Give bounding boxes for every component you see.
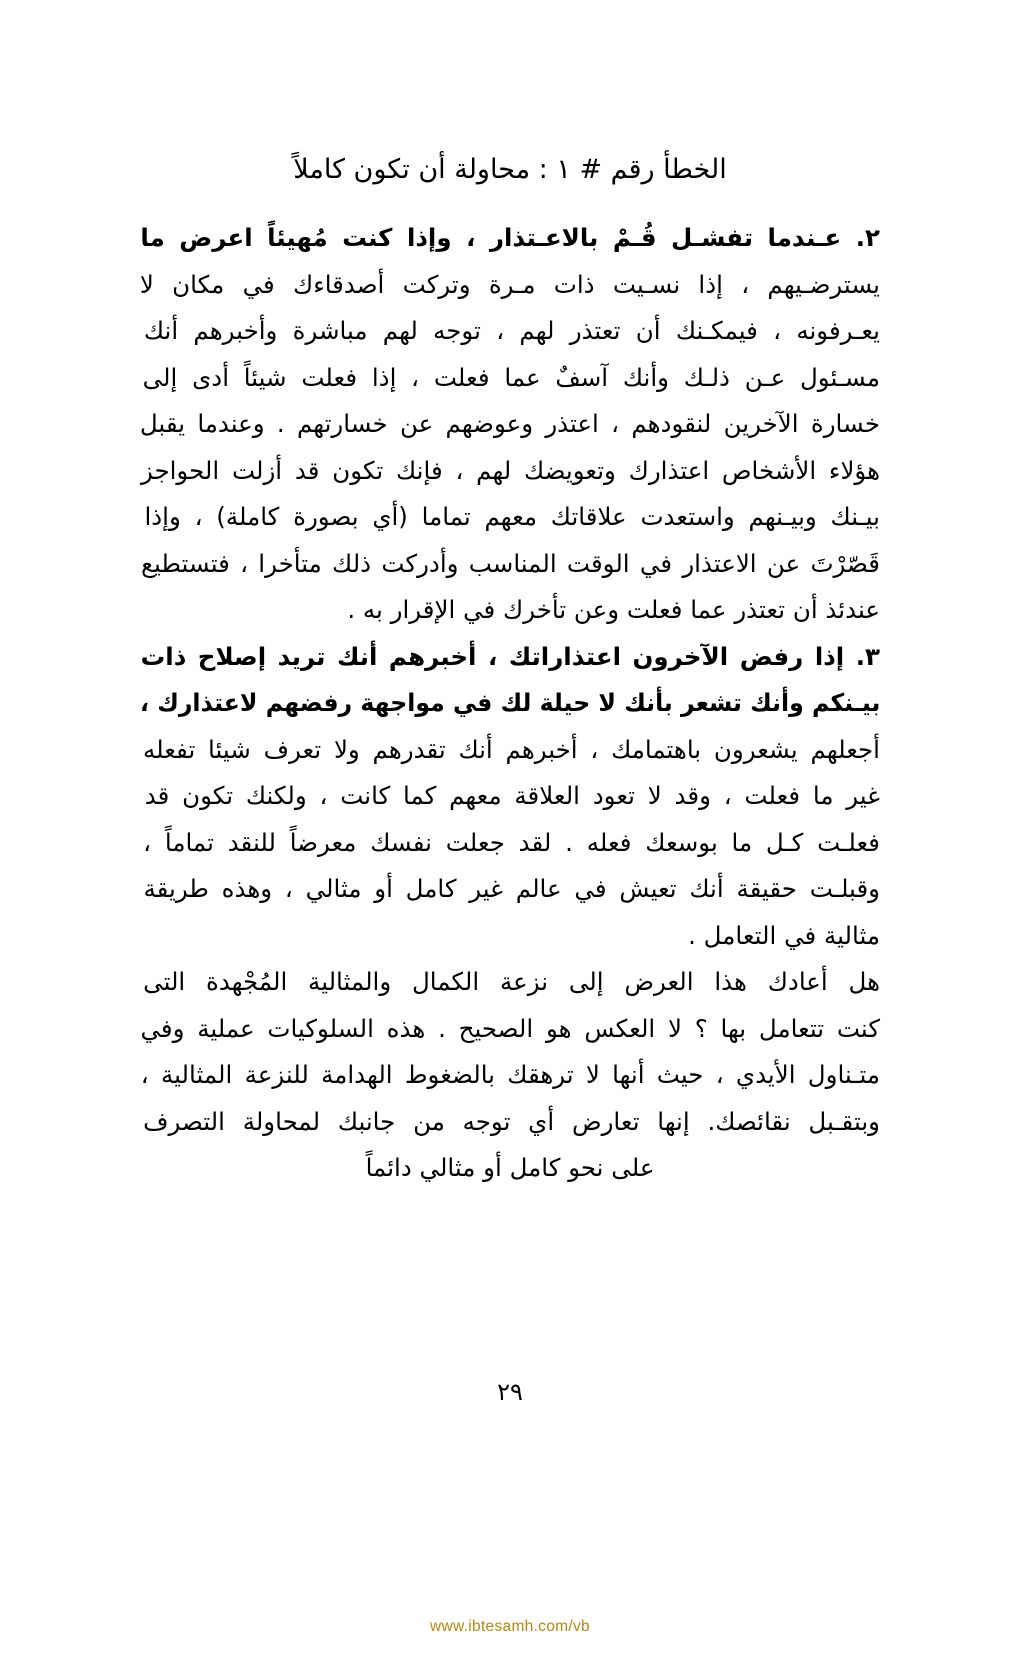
footer-watermark-url: www.ibtesamh.com/vb (430, 1618, 590, 1635)
text-line (140, 634, 880, 681)
line-text: يسترضـيهم ، إذا نسـيت ذات مـرة وتركت أصدقاءك في مكان لا (139, 269, 880, 299)
line-text: يعـرفونه ، فيمكـنك أن تعتذر لهم ، توجه لهم مباشرة وأخبرهم أنك (143, 316, 880, 346)
text-line (140, 401, 880, 448)
text-line (140, 448, 880, 495)
paragraph-item-3 (140, 634, 880, 960)
text-line (140, 773, 880, 820)
line-text: أجعلهم يشعرون باهتمامك ، أخبرهم أنك تقدرهم ولا تعرف شيئا تفعله (142, 734, 880, 764)
line-text: غير ما فعلت ، وقد لا تعود العلاقة معهم كما كانت ، ولكنك تكون قد (144, 781, 880, 811)
text-line (140, 820, 880, 867)
line-text: بيـنك وبيـنهم واستعدت علاقاتك معهم تماما (أي بصورة كاملة) ، وإذا (144, 502, 880, 532)
text-line (140, 308, 880, 355)
text-line (140, 727, 880, 774)
document-body (140, 150, 880, 1192)
line-text: على نحو كامل أو مثالي دائماً (365, 1153, 655, 1183)
line-text: عندئذ أن تعتذر عما فعلت وعن تأخرك في الإقرار به . (347, 595, 880, 625)
line-text: وقبلـت حقيقة أنك تعيش في عالم غير كامل أو مثالي ، وهذه طريقة (143, 874, 880, 904)
page-title: الخطأ رقم # ١ : محاولة أن تكون كاملاً (293, 154, 727, 185)
text-line (140, 541, 880, 588)
text-line (140, 913, 880, 960)
text-line (140, 680, 880, 727)
paragraph-closing (140, 959, 880, 1192)
line-text: مسـئول عـن ذلـك وأنك آسفٌ عما فعلت ، إذا فعلت شيئاً أدى إلى (142, 362, 880, 392)
text-line (140, 1006, 880, 1053)
page-number: ٢٩ (497, 1378, 523, 1406)
line-text: قَصّرْتَ عن الاعتذار في الوقت المناسب وأدركت ذلك متأخرا ، فتستطيع (140, 548, 880, 578)
paragraph-item-2 (140, 215, 880, 634)
text-line (140, 262, 880, 309)
line-text: هؤلاء الأشخاص اعتذارك وتعويضك لهم ، فإنك تكون قد أزلت الحواجز (140, 455, 880, 485)
line-text: وبتقـبل نقائصك. إنها تعارض أي توجه من جانبك لمحاولة التصرف (143, 1106, 880, 1136)
text-line (140, 959, 880, 1006)
text-line (140, 1052, 880, 1099)
line-text: كنت تتعامل بها ؟ لا العكس هو الصحيح . هذه السلوكيات عملية وفي (140, 1013, 880, 1043)
line-text: مثالية في التعامل . (688, 920, 880, 950)
text-line (140, 866, 880, 913)
text-line (140, 587, 880, 634)
line-text: بيـنكم وأنك تشعر بأنك لا حيلة لك في مواجهة رفضهم لاعتذارك ، (139, 688, 880, 718)
line-text: ٣. إذا رفض الآخرون اعتذاراتك ، أخبرهم أنك تريد إصلاح ذات (140, 641, 880, 671)
text-line (140, 1145, 880, 1192)
line-text: هل أعادك هذا العرض إلى نزعة الكمال والمثالية المُجْهدة التى (143, 967, 880, 997)
line-text: خسارة الآخرين لنقودهم ، اعتذر وعوضهم عن خسارتهم . وعندما يقبل (139, 409, 880, 439)
text-line (140, 215, 880, 262)
text-line (140, 494, 880, 541)
line-text: فعلـت كـل ما بوسعك فعله . لقد جعلت نفسك معرضاً للنقد تماماً ، (143, 827, 880, 857)
text-line (140, 1099, 880, 1146)
text-line (140, 355, 880, 402)
line-text: متـناول الأيدي ، حيث أنها لا ترهقك بالضغوط الهدامة للنزعة المثالية ، (140, 1060, 880, 1090)
line-text: ٢. عـندما تفشـل قُـمْ بالاعـتذار ، وإذا كنت مُهيئاً اعرض ما (140, 223, 880, 253)
